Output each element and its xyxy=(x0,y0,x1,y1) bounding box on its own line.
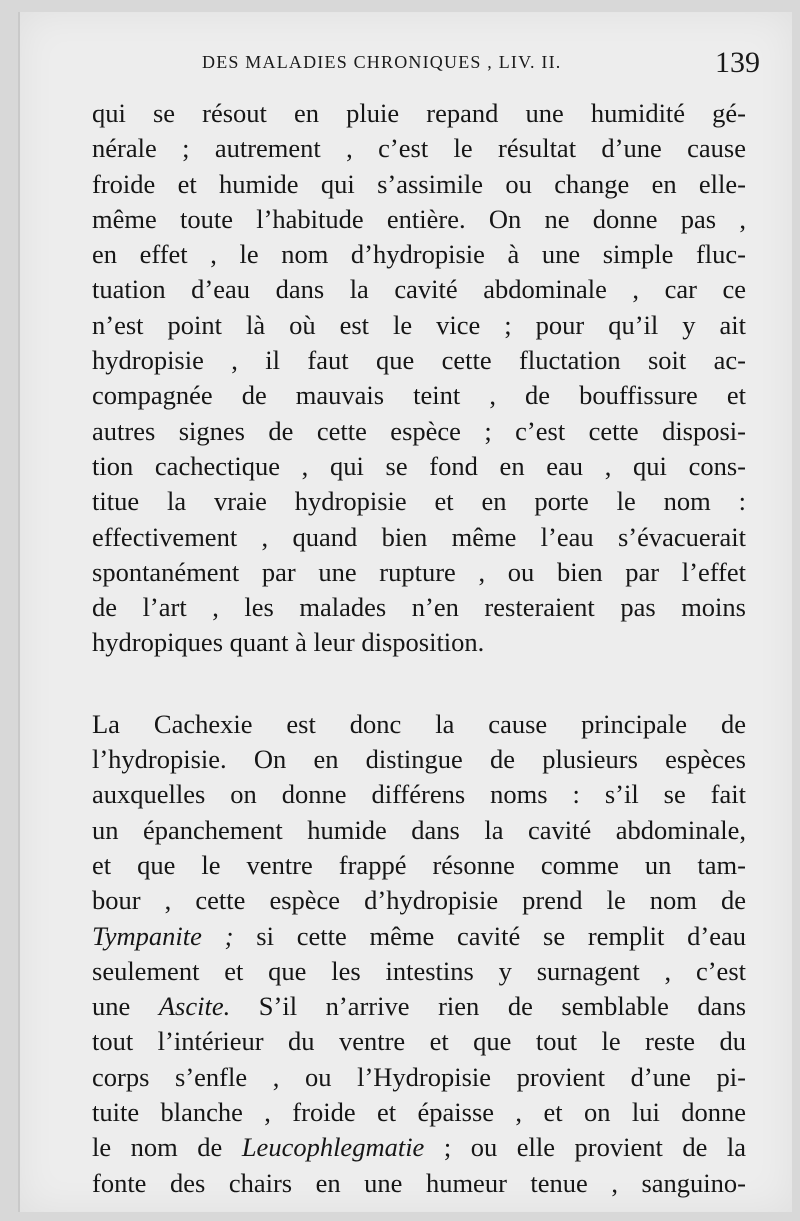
text-line: n’est point là où est le vice ; pour qu’il y ait xyxy=(92,309,746,340)
text-line: même toute l’habitude entière. On ne donne pas , xyxy=(92,203,746,234)
book-page xyxy=(18,12,792,1212)
text-line: l’hydropisie. On en distingue de plusieurs espèces xyxy=(92,744,746,775)
text-line: tuite blanche , froide et épaisse , et on lui donne xyxy=(92,1097,746,1128)
text-line: nérale ; autrement , c’est le résultat d’une cause xyxy=(92,133,746,164)
text-line: fonte des chairs en une humeur tenue , sanguino- xyxy=(92,1167,746,1198)
text-fragment: une xyxy=(92,991,159,1022)
text-line: La Cachexie est donc la cause principale de xyxy=(92,708,746,739)
text-line: effectivement , quand bien même l’eau s’évacuerait xyxy=(92,521,746,552)
text-line: corps s’enfle , ou l’Hydropisie provient d’une pi- xyxy=(92,1061,746,1092)
text-line: spontanément par une rupture , ou bien par l’effet xyxy=(92,556,746,587)
text-line: froide et humide qui s’assimile ou change en elle- xyxy=(92,168,746,199)
paragraph-2 xyxy=(92,707,746,1201)
text-line xyxy=(92,919,746,954)
text-line xyxy=(92,989,746,1024)
italic-term: Leucophlegmatie xyxy=(241,1132,425,1163)
text-line: tion cachectique , qui se fond en eau , qui cons- xyxy=(92,450,746,481)
text-line: hydropiques quant à leur disposition. xyxy=(92,627,485,658)
page-number: 139 xyxy=(715,46,760,79)
text-line: hydropisie , il faut que cette fluctation soit ac- xyxy=(92,345,746,376)
italic-term: Tympanite ; xyxy=(92,920,234,951)
body-text xyxy=(92,96,746,1201)
text-line xyxy=(92,1130,746,1165)
text-line: auxquelles on donne différens noms : s’il se fait xyxy=(92,779,746,810)
text-line: tout l’intérieur du ventre et que tout le reste du xyxy=(92,1026,746,1057)
text-line: tuation d’eau dans la cavité abdominale , car ce xyxy=(92,274,746,305)
text-fragment: S’il n’arrive rien de semblable dans xyxy=(230,991,746,1022)
text-fragment: le nom de xyxy=(92,1132,242,1163)
text-line: un épanchement humide dans la cavité abdominale, xyxy=(92,814,746,845)
text-line: en effet , le nom d’hydropisie à une simple fluc- xyxy=(92,239,746,270)
text-line: et que le ventre frappé résonne comme un tam- xyxy=(92,849,746,880)
text-line: seulement et que les intestins y surnagent , c’est xyxy=(92,955,746,986)
text-fragment: ; ou elle provient de la xyxy=(424,1132,746,1163)
paragraph-1 xyxy=(92,96,746,661)
text-line: autres signes de cette espèce ; c’est cette disposi- xyxy=(92,415,746,446)
text-line: titue la vraie hydropisie et en porte le nom : xyxy=(92,486,746,517)
text-fragment: si cette même cavité se remplit d’eau xyxy=(233,920,746,951)
page-header xyxy=(20,46,792,90)
text-line: qui se résout en pluie repand une humidité gé- xyxy=(92,98,746,128)
running-head: DES MALADIES CHRONIQUES , LIV. II. xyxy=(202,52,562,72)
paragraph-gap xyxy=(92,661,746,707)
text-line: bour , cette espèce d’hydropisie prend le nom de xyxy=(92,885,746,916)
text-line: de l’art , les malades n’en resteraient pas moins xyxy=(92,592,746,623)
text-line: compagnée de mauvais teint , de bouffissure et xyxy=(92,380,746,411)
italic-term: Ascite. xyxy=(158,991,231,1022)
